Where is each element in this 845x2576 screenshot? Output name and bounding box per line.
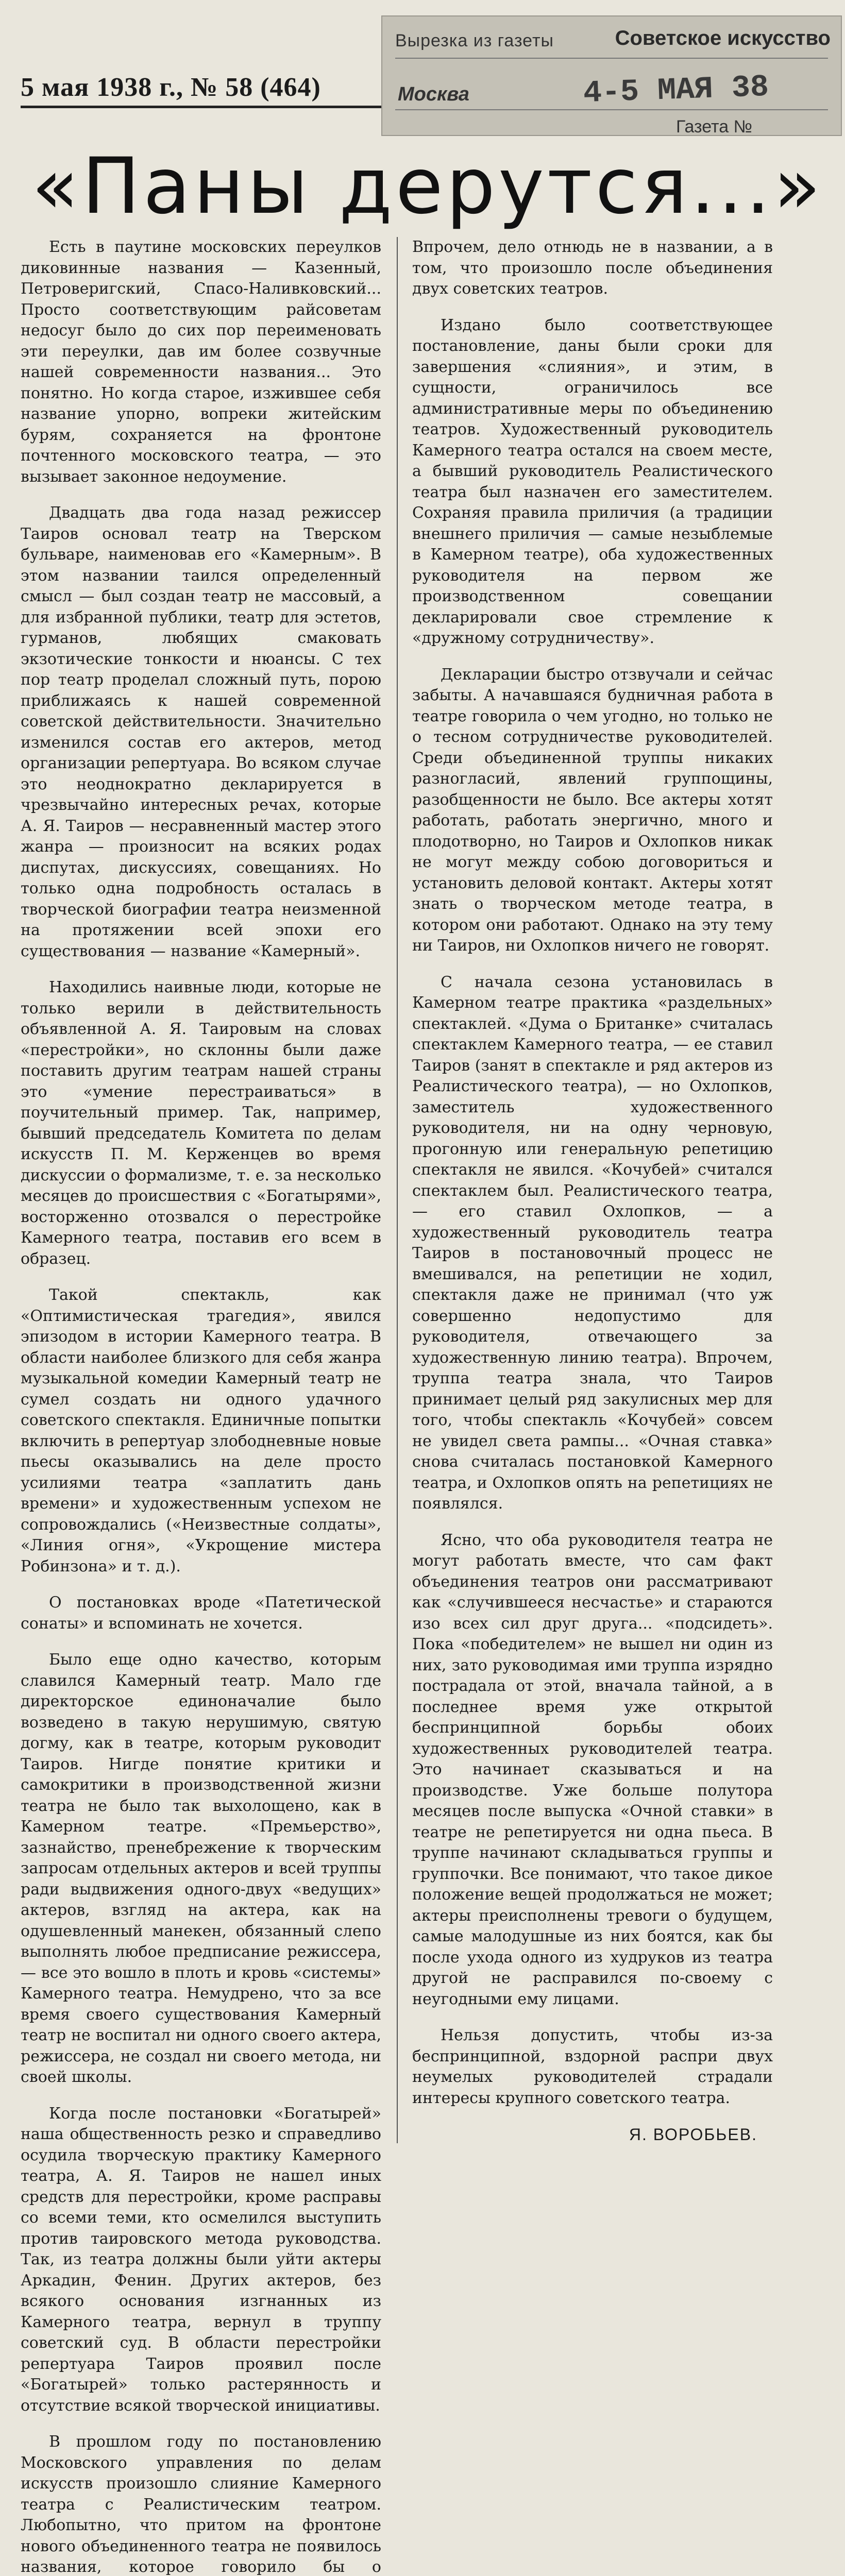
author-signature: Я. ВОРОБЬЕВ. xyxy=(629,2125,757,2144)
paragraph: О постановках вроде «Патетической сонаты» и вспоминать не хочется. xyxy=(21,1594,381,1633)
column-divider xyxy=(397,237,398,2143)
paragraph: Издано было соответствующее постановление, даны были сроки для завершения «слияния», и этим, в сущности, ограничилось все административные меры по объединению театров. Художественный руководитель Камерного театра остался на своем месте, а бывший руководитель Реалистического театра был назначен его заместителем. Сохраняя правила приличия (а традиции внешнего приличия — самые незыблемые в Камерном театре), оба художественных руководителя на первом же производственном совещании декларировали свое стремление к «дружному сотрудничеству». xyxy=(412,316,773,647)
paragraph: Когда после постановки «Богатырей» наша общественность резко и справедливо осудила творческую практику Камерного театра, А. Я. Таиров не нашел иных средств для перестройки, кроме расправы со всеми теми, кто осмелился выступить против таировского метода руководства. Так, из театра должны были уйти актеры Аркадин, Фенин. Других актеров, без всякого основания изгнанных из Камерного театра, вернул в труппу советский суд. В области перестройки репертуара Таиров проявил после «Богатырей» только растерянность и отсутствие всякой творческой инициативы. xyxy=(21,2104,381,2415)
article-column-right xyxy=(412,237,773,2205)
clipping-source: Советское искусство xyxy=(615,27,831,49)
paragraph: Ясно, что оба руководителя театра не могут работать вместе, что сам факт объединения театров они рассматривают как «случившееся несчастье» и стараются изо всех сил друг друга... «подсидеть». Пока «победителем» не вышел ни один из них, зато руководимая ими труппа изрядно пострадала от этой, вначала тайной, а в последнее время уже открытой беспринципной борьбы обоих художественных руководителей театра. Это начинает сказываться и на производстве. Уже больше полутора месяцев после выпуска «Очной ставки» в театре не репетируется ни одна пьеса. В труппе начинают складываться группы и группочки. Все понимают, что такое дикое положение вещей продолжаться не может; актеры преисполнены тревоги о будущем, самые малодушные из них боятся, как бы после ухода одного из худруков из театра другой не расправился по-своему с неугодными ему лицами. xyxy=(412,1531,773,2008)
paragraph: Было еще одно качество, которым славился Камерный театр. Мало где директорское единоначалие было возведено в такую нерушимую, святую догму, как в театре, которым руководит Таиров. Нигде понятие критики и самокритики в производственной жизни театра не было так выхолощено, как в Камерном театре. «Премьерство», зазнайство, пренебрежение к творческим запросам отдельных актеров и всей труппы ради выдвижения одного-двух «ведущих» актеров, взгляд на актера, как на одушевленный манекен, обязанный слепо выполнять любое предписание режиссера, — все это вошло в плоть и кровь «системы» Камерного театра. Немудрено, что за все время своего существования Камерный театр не воспитал ни одного своего актера, режиссера, не создал ни своего метода, ни своей школы. xyxy=(21,1651,381,2086)
clipping-city: Москва xyxy=(398,83,469,105)
paragraph: В прошлом году по постановлению Московского управления по делам искусств произошло слияние Камерного театра с Реалистическим театром. Любопытно, что притом на фронтоне нового объединенного театра не появилось названия, которое говорило бы о xyxy=(21,2433,381,2576)
article-headline: «Паны дерутся...» xyxy=(31,142,824,231)
clipping-label: Вырезка из газеты xyxy=(395,31,554,50)
issue-dateline: 5 мая 1938 г., № 58 (464) xyxy=(21,72,381,108)
article-column-left xyxy=(21,237,381,2576)
paragraph: Впрочем, дело отнюдь не в названии, а в том, что произошло после объединения двух советских театров. xyxy=(412,238,773,298)
paragraph: Есть в паутине московских переулков диковинные названия — Казенный, Петроверигский, Спасо-Наливковский... Просто соответствующим райсоветам недосуг было до сих пор переименовать эти переулки, дав им более созвучные нашей современности названия... Это понятно. Но когда старое, изжившее себя название упорно, вопреки житейским бурям, сохраняется на фронтоне почтенного московского театра, — это вызывает законное недоумение. xyxy=(21,238,381,486)
date-stamp: 4-5 МАЯ 38 xyxy=(582,70,770,112)
paragraph: Нельзя допустить, чтобы из-за беспринципной, вздорной распри двух неумелых руководителей страдали интересы крупного советского театра. xyxy=(412,2026,773,2107)
paragraph: Декларации быстро отзвучали и сейчас забыты. А начавшаяся будничная работа в театре говорила о чем угодно, но только не о тесном сотрудничестве руководителей. Среди объединенной труппы никаких разногласий, явлений группощины, разобщенности не было. Все актеры хотят работать, работать энергично, много и плодотворно, но Таиров и Охлопков никак не могут между собою договориться и установить деловой контакт. Актеры хотят знать о творческом методе театра, в котором они работают. Однако на эту тему ни Таиров, ни Охлопков ничего не говорят. xyxy=(412,665,773,955)
clipping-rule xyxy=(395,58,828,59)
paragraph: Двадцать два года назад режиссер Таиров основал театр на Тверском бульваре, наименовав его «Камерным». В этом названии таился определенный смысл — был создан театр не массовый, а для избранной публики, театр для эстетов, гурманов, любящих смаковать экзотические тонкости и нюансы. С тех пор театр проделал сложный путь, порою приближаясь к нашей современной советской действительности. Значительно изменился состав его актеров, метод организации репертуара. Во всяком случае это неоднократно декларируется в чрезвычайно интересных речах, которые А. Я. Таиров — несравненный мастер этого жанра — произносит на всяких родах диспутах, дискуссиях, совещаниях. Но только одна подробность осталась в творческой биографии театра неизменной на протяжении всей эпохи его существования — название «Камерный». xyxy=(21,504,381,960)
issue-number-label: Газета № xyxy=(676,117,753,137)
paragraph: Такой спектакль, как «Оптимистическая трагедия», явился эпизодом в истории Камерного театра. В области наиболее близкого для себя жанра музыкальной комедии Камерный театр не сумел создать ни одного удачного советского спектакля. Единичные попытки включить в репертуар злободневные новые пьесы оказывались на деле просто усилиями театра «заплатить дань времени» и художественным успехом не сопровождались («Неизвестные солдаты», «Линия огня», «Укрощение мистера Робинзона» и т. д.). xyxy=(21,1286,381,1575)
clipping-stamp-box xyxy=(381,15,842,136)
clipping-rule-2 xyxy=(395,109,828,110)
paragraph: Находились наивные люди, которые не только верили в действительность объявленной А. Я. Таировым на словах «перестройки», но склонны были даже поставить другим театрам нашей страны это «умение перестраиваться» в поучительный пример. Так, например, бывший председатель Комитета по делам искусств П. М. Керженцев во время дискуссии о формализме, т. е. за несколько месяцев до происшествия с «Богатырями», восторженно отозвался о перестройке Камерного театра, поставив его всем в образец. xyxy=(21,978,381,1268)
paragraph: С начала сезона установилась в Камерном театре практика «раздельных» спектаклей. «Дума о Британке» считалась спектаклем Камерного театра, — ее ставил Таиров (занят в спектакле и ряд актеров из Реалистического театра), — но Охлопков, заместитель художественного руководителя, ни на одну черновую, прогонную или генеральную репетицию спектакля не явился. «Кочубей» считался спектаклем был. Реалистического театра, — его ставил Охлопков, — а художественный руководитель театра Таиров в постановочный процесс не вмешивался, на репетиции не ходил, спектакля даже не принимал (что уж совершенно недопустимо для руководителя, отвечающего за художественную линию театра). Впрочем, труппа театра знала, что Таиров принимает целый ряд закулисных мер для того, чтобы спектакль «Кочубей» совсем не увидел света рампы... «Очная ставка» снова считалась постановкой Камерного театра, и Охлопков опять на репетициях не появлялся. xyxy=(412,973,773,1513)
